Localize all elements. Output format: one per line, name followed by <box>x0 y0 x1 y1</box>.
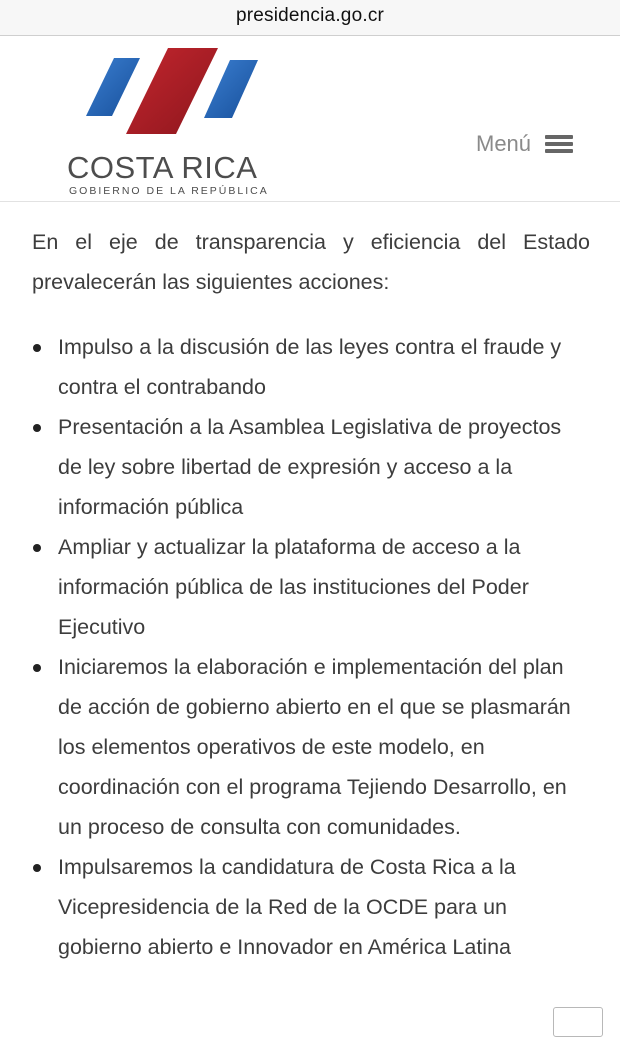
url-text[interactable]: presidencia.go.cr <box>235 5 385 26</box>
costa-rica-logo[interactable] <box>62 44 272 197</box>
site-header <box>0 36 620 202</box>
list-item: Presentación a la Asamblea Legislativa de proyectos de ley sobre libertad de expresión y acceso a la información pública <box>32 407 590 527</box>
intro-paragraph: En el eje de transparencia y eficiencia del Estado prevalecerán las siguientes acciones: <box>32 230 590 294</box>
logo-title: COSTA RICA <box>67 150 258 185</box>
logo-subtitle: GOBIERNO DE LA REPÚBLICA <box>69 185 269 197</box>
actions-list <box>32 327 590 967</box>
menu-label: Menú <box>476 131 532 156</box>
list-item: Iniciaremos la elaboración e implementación del plan de acción de gobierno abierto en el que se plasmarán los elementos operativos de este modelo, en coordinación con el programa Tejiendo Desarrollo, en un proceso de consulta con comunidades. <box>32 647 590 847</box>
list-item: Ampliar y actualizar la plataforma de acceso a la información pública de las instituciones del Poder Ejecutivo <box>32 527 590 647</box>
scroll-to-top-button[interactable] <box>553 1007 603 1037</box>
menu-button[interactable] <box>476 128 573 160</box>
browser-url-bar[interactable] <box>0 0 620 36</box>
main-content <box>32 222 590 967</box>
costa-rica-flag-stripes-icon <box>84 48 260 134</box>
list-item: Impulsaremos la candidatura de Costa Rica a la Vicepresidencia de la Red de la OCDE para un gobierno abierto e Innovador en América Latina <box>32 847 590 967</box>
hamburger-icon <box>545 135 573 153</box>
list-item: Impulso a la discusión de las leyes contra el fraude y contra el contrabando <box>32 327 590 407</box>
